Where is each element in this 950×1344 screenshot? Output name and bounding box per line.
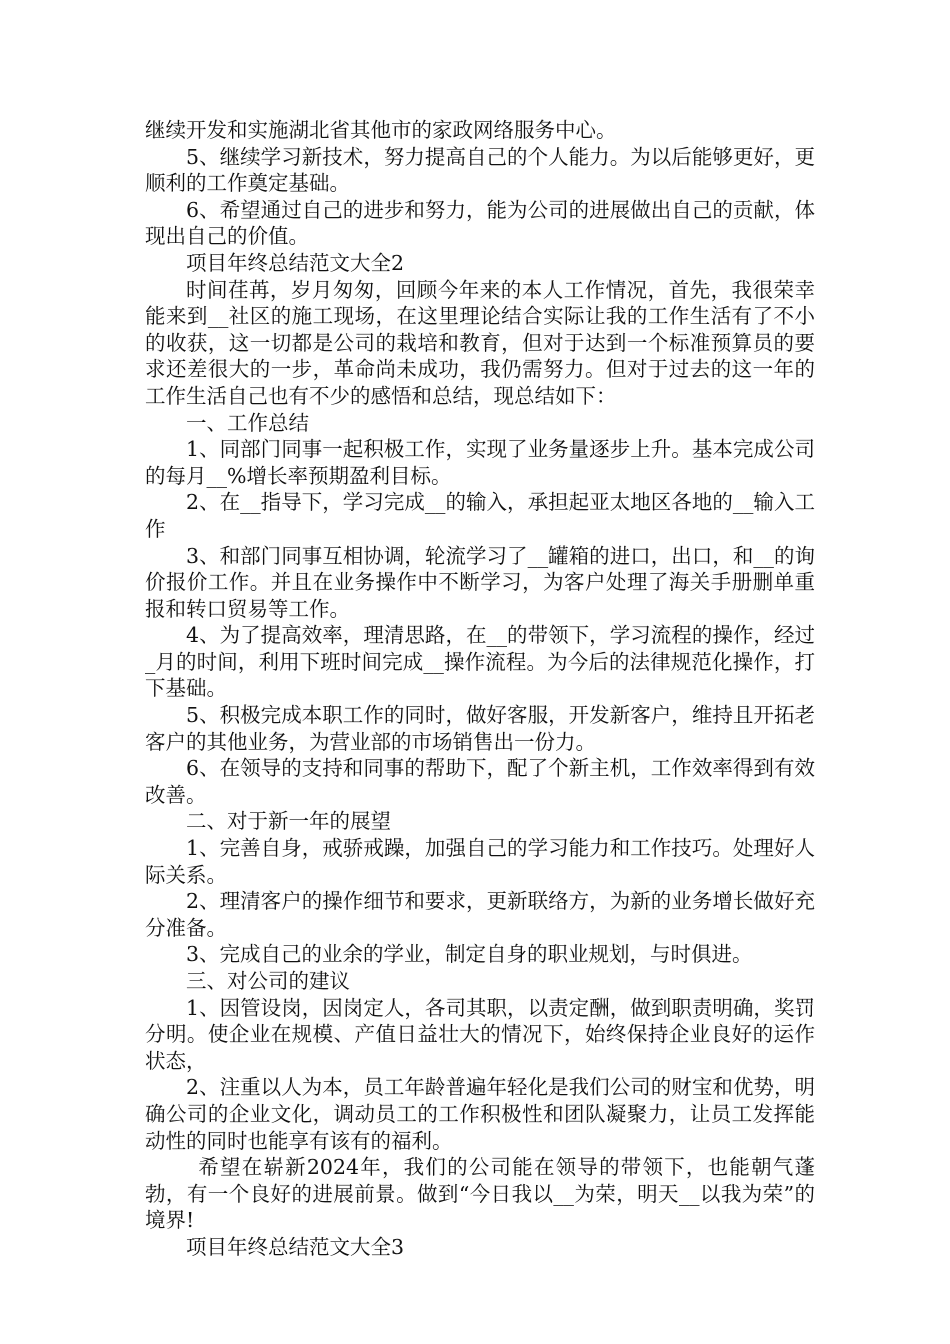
- paragraph: 2、在__指导下，学习完成__的输入，承担起亚太地区各地的__输入工作: [145, 490, 815, 541]
- paragraph: 时间荏苒，岁月匆匆，回顾今年来的本人工作情况，首先，我很荣幸能来到__社区的施工现场，在这里理论结合实际让我的工作生活有了不小的收获，这一切都是公司的栽培和教育，但对于达到一个标准预算员的要求还差很大的一步，革命尚未成功，我仍需努力。但对于过去的这一年的工作生活自己也有不少的感悟和总结，现总结如下：: [145, 277, 815, 408]
- paragraph: 1、完善自身，戒骄戒躁，加强自己的学习能力和工作技巧。处理好人际关系。: [145, 836, 815, 887]
- paragraph: 1、同部门同事一起积极工作，实现了业务量逐步上升。基本完成公司的每月__%增长率预期盈利目标。: [145, 437, 815, 488]
- section-heading: 项目年终总结范文大全2: [186, 250, 405, 275]
- section-heading: 一、工作总结: [186, 410, 309, 435]
- paragraph: 2、注重以人为本，员工年龄普遍年轻化是我们公司的财宝和优势，明确公司的企业文化，调动员工的工作积极性和团队凝聚力，让员工发挥能动性的同时也能享有该有的福利。: [145, 1075, 815, 1153]
- document-body: [145, 117, 815, 1261]
- section-heading: 项目年终总结范文大全3: [186, 1234, 405, 1259]
- paragraph: 1、因管设岗，因岗定人，各司其职，以责定酬，做到职责明确，奖罚分明。使企业在规模、产值日益壮大的情况下，始终保持企业良好的运作状态，: [145, 995, 815, 1073]
- paragraph: 3、完成自己的业余的学业，制定自身的职业规划，与时俱进。: [186, 942, 753, 967]
- paragraph: 4、为了提高效率，理清思路，在__的带领下，学习流程的操作，经过_月的时间，利用下班时间完成__操作流程。为今后的法律规范化操作，打下基础。: [145, 623, 815, 701]
- section-heading: 三、对公司的建议: [186, 969, 350, 993]
- paragraph: 继续开发和实施湖北省其他市的家政网络服务中心。: [145, 118, 617, 142]
- paragraph: 6、在领导的支持和同事的帮助下，配了个新主机，工作效率得到有效改善。: [145, 756, 815, 807]
- section-heading: 二、对于新一年的展望: [186, 809, 391, 834]
- paragraph: 6、希望通过自己的进步和努力，能为公司的进展做出自己的贡献，体现出自己的价值。: [145, 197, 815, 249]
- paragraph: 5、积极完成本职工作的同时，做好客服，开发新客户，维持且开拓老客户的其他业务，为营业部的市场销售出一份力。: [145, 703, 815, 754]
- paragraph: 3、和部门同事互相协调，轮流学习了__罐箱的进口，出口，和__的询价报价工作。并且在业务操作中不断学习，为客户处理了海关手册删单重报和转口贸易等工作。: [145, 543, 815, 621]
- paragraph: 5、继续学习新技术，努力提高自己的个人能力。为以后能够更好，更顺利的工作奠定基础。: [145, 144, 815, 196]
- paragraph: 希望在崭新2024年，我们的公司能在领导的带领下，也能朝气蓬勃，有一个良好的进展前景。做到“今日我以__为荣，明天__以我为荣”的境界!: [145, 1155, 815, 1233]
- paragraph: 2、理清客户的操作细节和要求，更新联络方，为新的业务增长做好充分准备。: [145, 889, 815, 940]
